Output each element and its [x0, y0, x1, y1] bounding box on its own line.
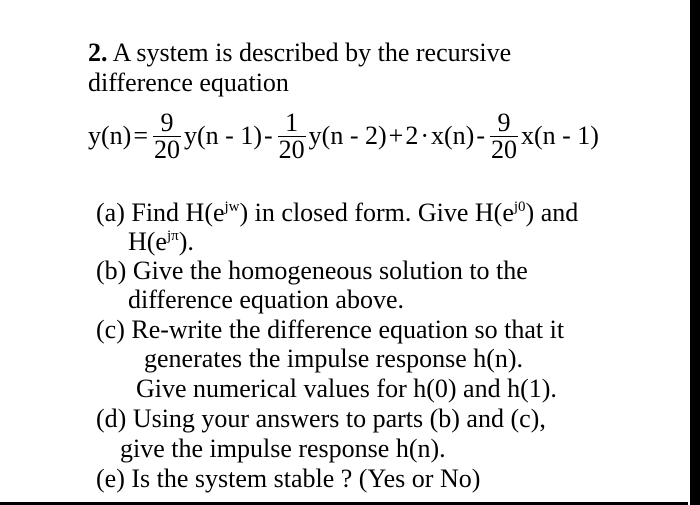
part-a-sup-jpi: jπ [166, 228, 179, 244]
eq-term-2: y(n - 2) [308, 121, 387, 150]
part-a-line2 [128, 227, 194, 257]
eq-minus-2: - [476, 121, 485, 150]
fraction-1 [153, 107, 181, 164]
part-a-text-1: (a) Find H(e [96, 198, 225, 227]
fraction-3 [490, 107, 518, 164]
part-d-line1: (d) Using your answers to parts (b) and (c), [96, 404, 546, 433]
part-b-line1: (b) Give the homogeneous solution to the [96, 256, 528, 285]
part-d-line2: give the impulse response h(n). [120, 434, 446, 463]
part-a-sup-j0: j0 [513, 199, 526, 215]
fraction-1-numerator: 9 [160, 107, 174, 137]
problem-number: 2. [88, 38, 108, 67]
eq-coefficient: 2 [405, 121, 419, 150]
fraction-2-denominator: 20 [278, 134, 305, 164]
right-edge-strip [688, 0, 690, 505]
problem-heading [88, 38, 511, 68]
part-a-text-4: H(e [128, 227, 167, 256]
part-b-line2: difference equation above. [128, 285, 404, 314]
eq-plus: + [388, 121, 404, 150]
part-a-line1 [96, 198, 578, 228]
part-a-text-3: ) and [525, 198, 579, 227]
fraction-2-numerator: 1 [285, 107, 299, 137]
eq-dot: · [420, 121, 429, 150]
eq-lhs: y(n) [88, 121, 132, 150]
problem-intro-line2: difference equation [88, 68, 289, 97]
difference-equation [88, 103, 599, 169]
fraction-2 [278, 107, 306, 164]
part-c-line2: generates the impulse response h(n). [144, 344, 524, 373]
eq-minus-1: - [263, 121, 273, 150]
eq-equals: = [133, 121, 148, 150]
part-a-sup-jw: jw [224, 199, 240, 215]
fraction-1-denominator: 20 [154, 134, 180, 164]
part-a-text-2: ) in closed form. Give H(e [239, 198, 514, 227]
part-c-line3: Give numerical values for h(0) and h(1). [136, 374, 557, 403]
part-c-line1: (c) Re-write the difference equation so that it [96, 315, 565, 344]
eq-term-3: x(n) [430, 121, 475, 150]
fraction-3-numerator: 9 [497, 107, 511, 137]
part-e-line1: (e) Is the system stable ? (Yes or No) [96, 464, 481, 493]
eq-term-1: y(n - 1) [184, 121, 262, 150]
part-a-text-5: ). [178, 227, 194, 256]
fraction-3-denominator: 20 [490, 134, 517, 164]
eq-term-4: x(n - 1) [520, 121, 599, 150]
problem-intro-line1: A system is described by the recursive [112, 38, 512, 67]
